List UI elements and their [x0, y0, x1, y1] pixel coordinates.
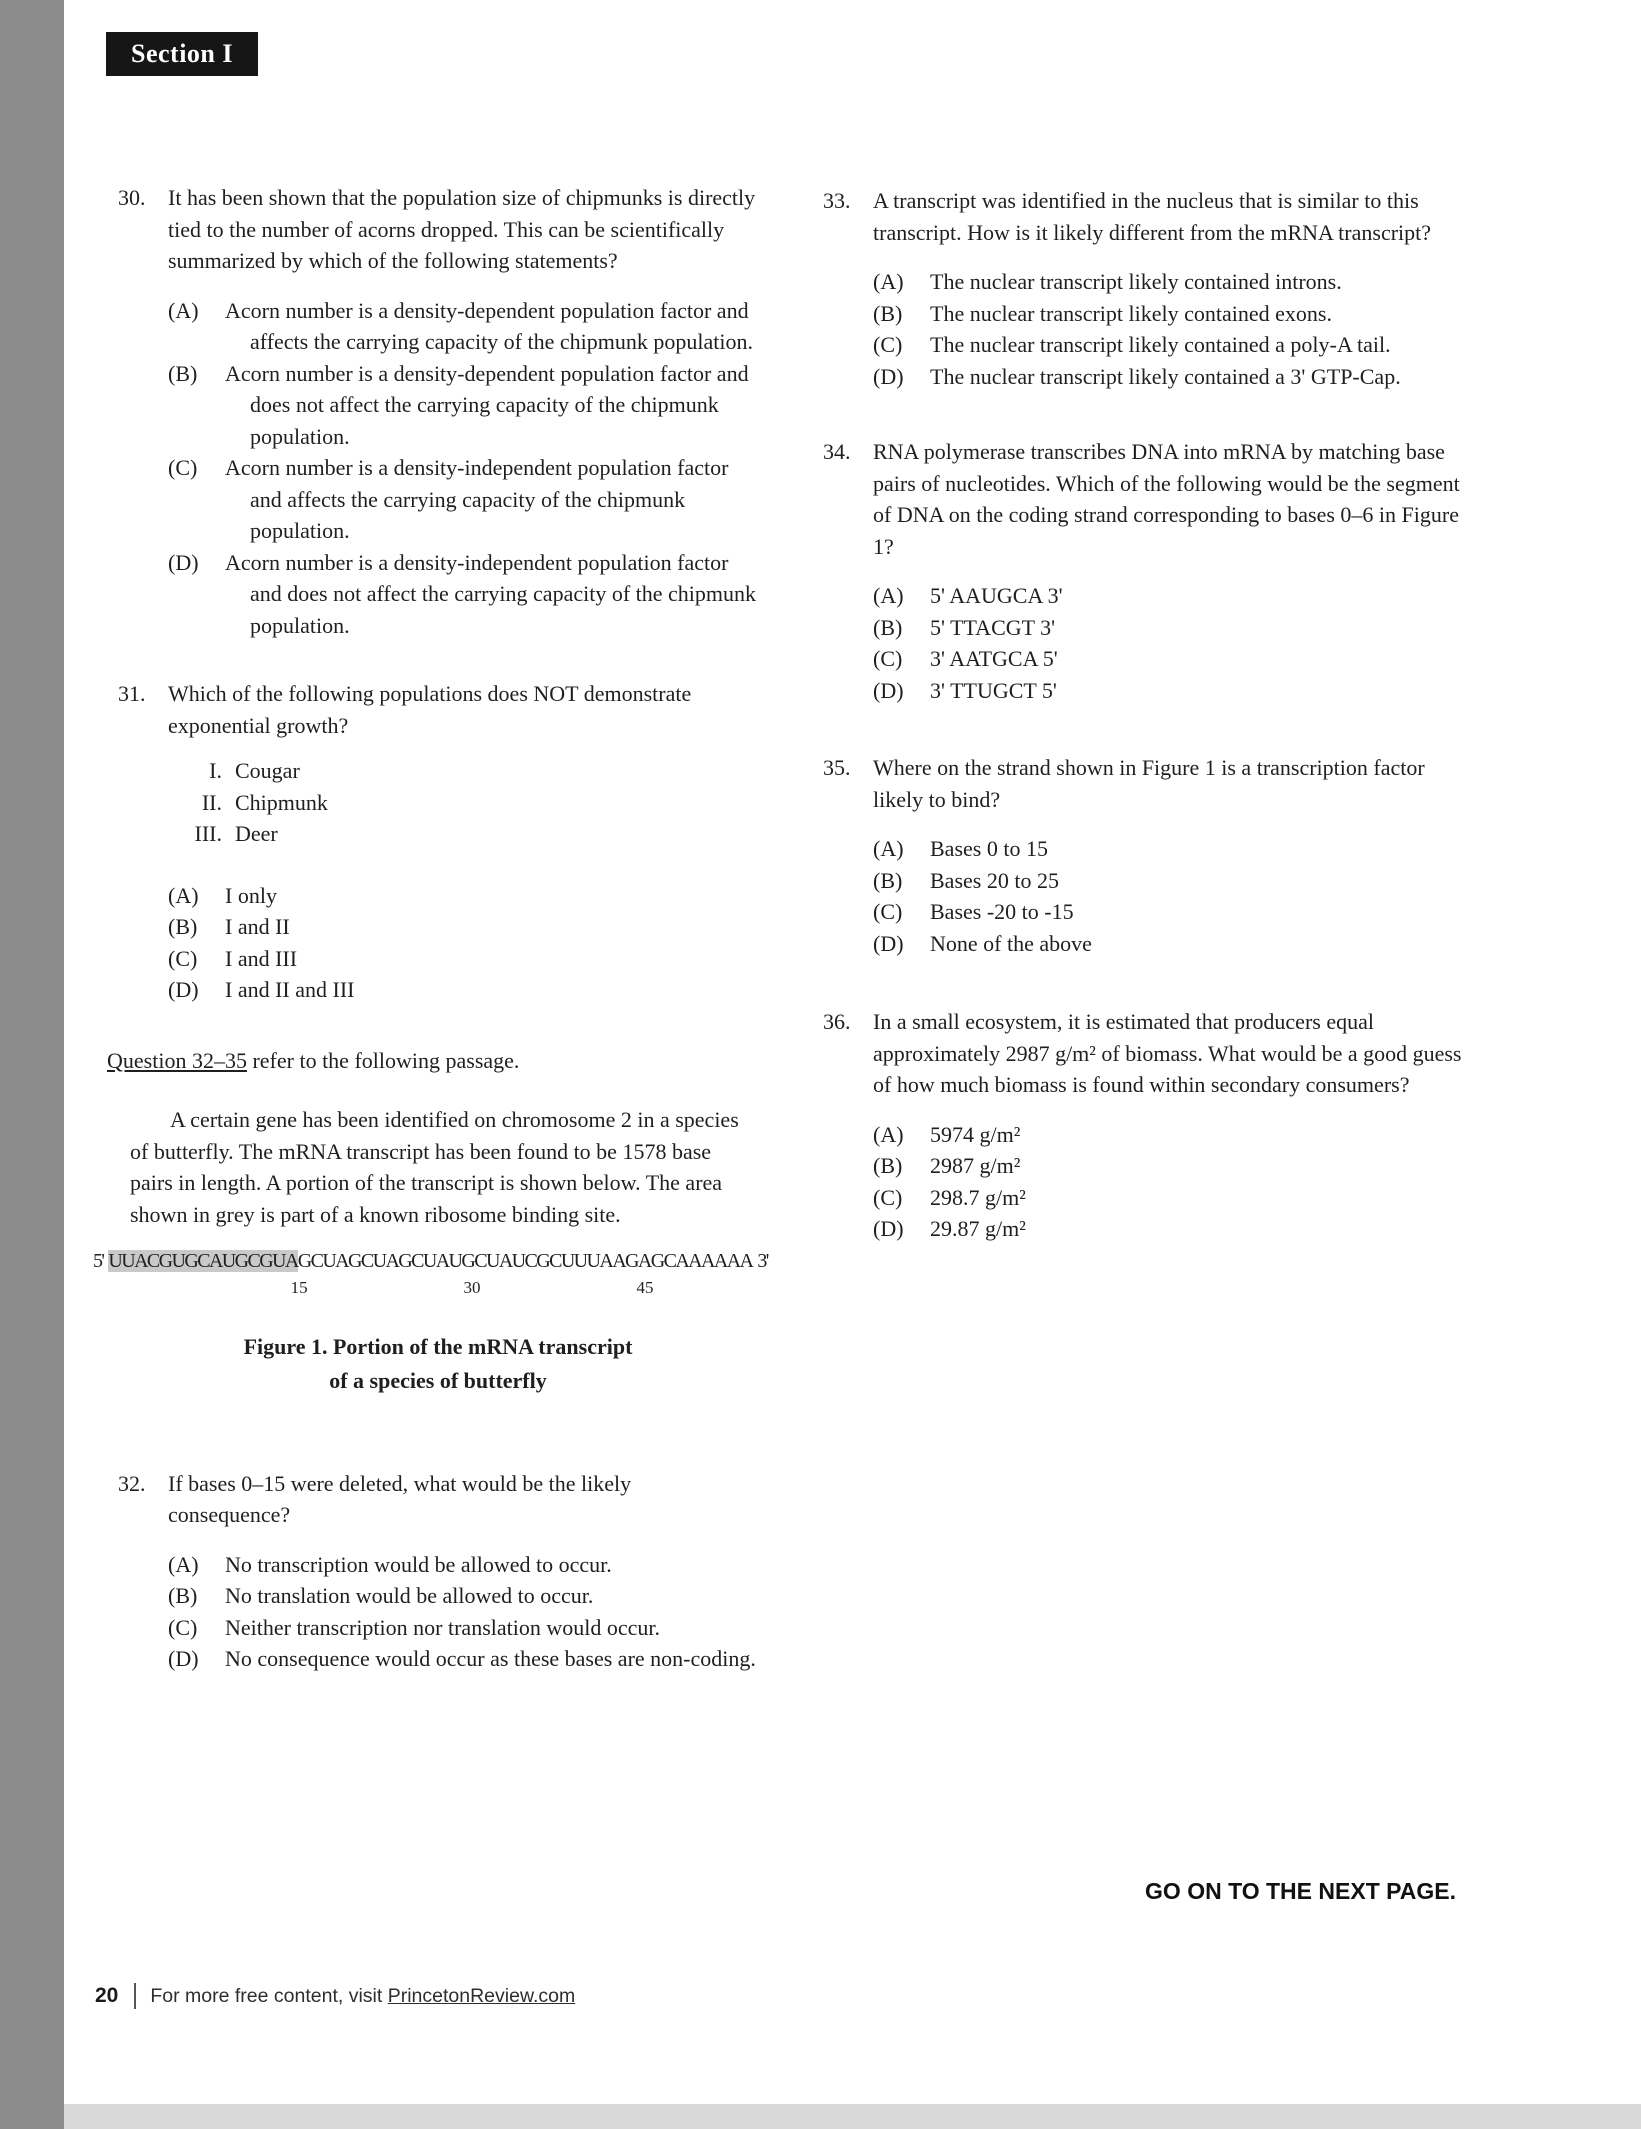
option-label: (A): [168, 1551, 199, 1577]
footer-text-prefix: For more free content, visit: [150, 1984, 388, 2007]
answer-option: [873, 298, 1463, 330]
answer-option: [873, 1182, 1463, 1214]
question-number: 36.: [823, 1009, 851, 1034]
roman-text: Cougar: [235, 758, 300, 783]
option-text: Acorn number is a density-dependent population factor and does not affect the carrying capacity of the chipmunk population.: [225, 360, 749, 449]
options-list: [873, 580, 1463, 706]
option-text: The nuclear transcript likely contained a poly-A tail.: [930, 332, 1391, 357]
answer-option: [168, 452, 758, 547]
options-list: [168, 880, 758, 1006]
question-stem: If bases 0–15 were deleted, what would be the likely consequence?: [168, 1470, 632, 1527]
option-text: No transcription would be allowed to occur.: [225, 1551, 612, 1577]
answer-option: [873, 833, 1463, 865]
footer-text: [150, 1985, 575, 2008]
options-list: [873, 266, 1463, 392]
answer-option: [168, 974, 758, 1006]
question-stem: Which of the following populations does NOT demonstrate exponential growth?: [168, 681, 692, 738]
answer-option: [168, 1549, 758, 1581]
roman-text: Chipmunk: [235, 789, 328, 815]
options-list: [168, 1549, 758, 1675]
option-label: (A): [873, 1121, 904, 1147]
roman-numeral-list: [168, 755, 758, 850]
figure-1: [93, 1246, 768, 1398]
option-label: (D): [873, 677, 904, 703]
footer-divider: [134, 1983, 136, 2009]
option-text: Bases 20 to 25: [930, 867, 1059, 893]
answer-option: [168, 1643, 758, 1675]
question-34: [823, 436, 1463, 706]
option-text: No translation would be allowed to occur.: [225, 1583, 594, 1608]
figure-caption-line1: Figure 1. Portion of the mRNA transcript: [243, 1333, 633, 1359]
option-text: No consequence would occur as these bases are non-coding.: [225, 1646, 756, 1671]
answer-option: [873, 361, 1463, 393]
option-text: Bases 0 to 15: [930, 836, 1048, 861]
option-text: The nuclear transcript likely contained introns.: [930, 269, 1342, 294]
question-33: [823, 185, 1463, 392]
option-label: (C): [873, 1184, 903, 1210]
option-label: (A): [168, 882, 199, 908]
question-31: [118, 678, 758, 1006]
question-30: [118, 182, 758, 641]
option-label: (C): [168, 455, 198, 480]
option-text: I and II: [225, 914, 290, 939]
options-list: [873, 833, 1463, 959]
roman-item: [168, 755, 758, 787]
answer-option: [873, 896, 1463, 928]
answer-option: [873, 1150, 1463, 1182]
option-label: (D): [168, 977, 199, 1002]
bottom-edge-band: [64, 2104, 1641, 2129]
question-stem: It has been shown that the population size of chipmunks is directly tied to the number of acorns dropped. This can be scientifically summarized by which of the following statements?: [168, 185, 756, 273]
passage-text: A certain gene has been identified on chromosome 2 in a species of butterfly. The mRNA transcript has been found to be 1578 base pairs in length. A portion of the transcript is shown below. The area shown in grey is part of a known ribosome binding site.: [130, 1107, 739, 1227]
answer-option: [873, 266, 1463, 298]
option-text: 3' AATGCA 5': [930, 646, 1058, 671]
option-text: Bases -20 to -15: [930, 899, 1074, 924]
roman-item: [168, 818, 758, 850]
option-label: (B): [168, 360, 198, 386]
option-label: (D): [873, 930, 904, 956]
option-text: I and III: [225, 945, 298, 971]
option-label: (B): [873, 1153, 903, 1178]
option-text: 29.87 g/m²: [930, 1216, 1026, 1241]
option-text: I only: [225, 882, 277, 908]
roman-text: Deer: [235, 821, 278, 846]
answer-option: [168, 358, 758, 453]
passage-header-rest: refer to the following passage.: [246, 1047, 520, 1073]
question-number: 30.: [118, 185, 146, 210]
option-label: (C): [168, 1614, 198, 1640]
option-text: 5' AAUGCA 3': [930, 583, 1063, 608]
option-label: (B): [873, 867, 903, 893]
ruler-mark-30: 30: [463, 1278, 481, 1297]
option-label: (A): [873, 583, 904, 608]
sequence-3-prime-label: 3': [757, 1250, 768, 1272]
roman-numeral: I.: [209, 758, 222, 783]
roman-numeral: III.: [194, 821, 222, 846]
left-edge-band: [0, 0, 64, 2129]
option-text: 5974 g/m²: [930, 1121, 1021, 1147]
option-text: Acorn number is a density-dependent population factor and affects the carrying capacity of the chipmunk population.: [225, 297, 753, 354]
answer-option: [168, 1580, 758, 1612]
rna-sequence: [93, 1246, 768, 1304]
option-text: I and II and III: [225, 977, 355, 1002]
option-label: (B): [168, 1583, 198, 1608]
question-number: 34.: [823, 439, 851, 464]
question-35: [823, 752, 1463, 959]
option-label: (B): [168, 914, 198, 939]
ruler-mark-15: 15: [290, 1278, 308, 1297]
figure-caption-line2: of a species of butterfly: [329, 1367, 547, 1393]
sequence-5-prime-label: 5': [93, 1250, 104, 1272]
option-label: (C): [873, 646, 903, 671]
footer-link[interactable]: PrincetonReview.com: [387, 1984, 576, 2007]
option-text: 3' TTUGCT 5': [930, 677, 1057, 703]
options-list: [873, 1119, 1463, 1245]
sequence-bases: GCUAGCUAGCUAUGCUAUCGCUUUAAGAGCAAAAAA: [297, 1250, 753, 1272]
go-on-notice: GO ON TO THE NEXT PAGE.: [1145, 1878, 1456, 1904]
figure-caption: [118, 1330, 758, 1398]
answer-option: [873, 612, 1463, 644]
passage-header: [107, 1045, 758, 1077]
answer-option: [873, 580, 1463, 612]
column-left: [93, 182, 768, 1675]
page-number: 20: [95, 1984, 119, 2007]
answer-option: [873, 928, 1463, 960]
page-footer: [95, 1983, 575, 2009]
question-number: 33.: [823, 188, 851, 213]
question-stem: Where on the strand shown in Figure 1 is a transcription factor likely to bind?: [873, 755, 1425, 812]
question-number: 32.: [118, 1470, 146, 1496]
question-number: 35.: [823, 755, 851, 780]
option-text: 298.7 g/m²: [930, 1184, 1026, 1210]
option-text: Neither transcription nor translation would occur.: [225, 1614, 660, 1640]
question-number: 31.: [118, 681, 146, 706]
option-label: (D): [873, 1216, 904, 1241]
answer-option: [168, 295, 758, 358]
option-label: (A): [168, 297, 199, 323]
roman-numeral: II.: [201, 789, 222, 815]
option-label: (C): [873, 899, 903, 924]
answer-option: [168, 547, 758, 642]
option-text: 5' TTACGT 3': [930, 614, 1056, 640]
answer-option: [873, 643, 1463, 675]
options-list: [168, 295, 758, 642]
option-label: (C): [873, 332, 903, 357]
option-label: (A): [873, 836, 904, 861]
option-label: (B): [873, 300, 903, 326]
option-label: (B): [873, 614, 903, 640]
option-text: 2987 g/m²: [930, 1153, 1021, 1178]
option-text: None of the above: [930, 930, 1092, 956]
question-32: [118, 1468, 758, 1675]
column-right: [823, 185, 1463, 1245]
answer-option: [168, 911, 758, 943]
answer-option: [873, 865, 1463, 897]
question-36: [823, 1006, 1463, 1245]
roman-item: [168, 787, 758, 819]
answer-option: [168, 1612, 758, 1644]
option-text: Acorn number is a density-independent population factor and affects the carrying capacity of the chipmunk population.: [225, 455, 729, 543]
section-badge: Section I: [106, 32, 258, 76]
sequence-highlighted-bases: UUACGUGCAUGCGUA: [108, 1250, 298, 1272]
answer-option: [873, 1119, 1463, 1151]
question-stem: In a small ecosystem, it is estimated that producers equal approximately 2987 g/m² of biomass. What would be a good guess of how much biomass is found within secondary consumers?: [873, 1009, 1462, 1097]
question-stem: RNA polymerase transcribes DNA into mRNA by matching base pairs of nucleotides. Which of the following would be the segment of DNA on the coding strand corresponding to bases 0–6 in Figure 1?: [873, 439, 1460, 559]
option-text: The nuclear transcript likely contained a 3' GTP-Cap.: [930, 363, 1401, 389]
answer-option: [873, 1213, 1463, 1245]
answer-option: [168, 880, 758, 912]
answer-option: [873, 329, 1463, 361]
option-label: (A): [873, 269, 904, 294]
answer-option: [168, 943, 758, 975]
option-text: The nuclear transcript likely contained exons.: [930, 300, 1332, 326]
answer-option: [873, 675, 1463, 707]
passage-header-range: Question 32–35: [107, 1047, 247, 1073]
question-stem: A transcript was identified in the nucleus that is similar to this transcript. How is it likely different from the mRNA transcript?: [873, 188, 1432, 245]
option-text: Acorn number is a density-independent population factor and does not affect the carrying capacity of the chipmunk population.: [225, 549, 757, 638]
option-label: (C): [168, 945, 198, 971]
option-label: (D): [168, 549, 199, 575]
ruler-mark-45: 45: [636, 1278, 654, 1297]
option-label: (D): [168, 1646, 199, 1671]
option-label: (D): [873, 363, 904, 389]
